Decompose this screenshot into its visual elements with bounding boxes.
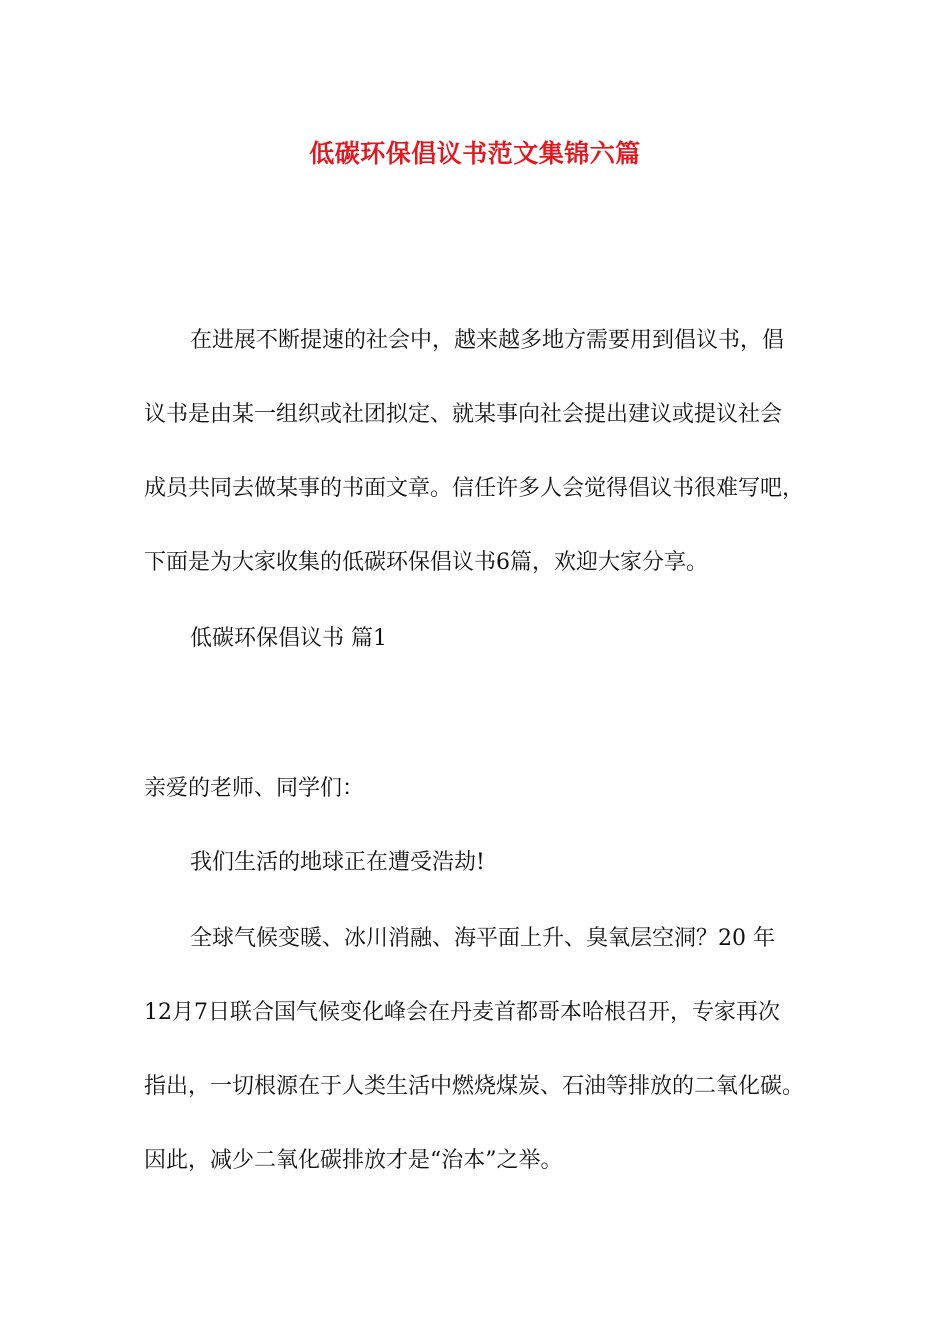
- exclaim-line: 我们生活的地球正在遭受浩劫!: [190, 850, 485, 875]
- body-line-2: 12月7日联合国气候变化峰会在丹麦首都哥本哈根召开，专家再次: [144, 1000, 780, 1025]
- body-line-1: 全球气候变暖、冰川消融、海平面上升、臭氧层空洞？20 年: [190, 926, 775, 951]
- section-heading: 低碳环保倡议书 篇1: [190, 626, 387, 651]
- body-line-3: 指出，一切根源在于人类生活中燃烧煤炭、石油等排放的二氧化碳。: [144, 1074, 805, 1099]
- body-line-4: 因此，减少二氧化碳排放才是“治本”之举。: [144, 1148, 563, 1173]
- salutation: 亲爱的老师、同学们：: [144, 776, 365, 801]
- intro-line-1: 在进展不断提速的社会中，越来越多地方需要用到倡议书，倡: [190, 328, 785, 353]
- document-title: 低碳环保倡议书范文集锦六篇: [309, 139, 641, 168]
- intro-line-3: 成员共同去做某事的书面文章。信任许多人会觉得倡议书很难写吧，: [144, 476, 805, 501]
- intro-line-4: 下面是为大家收集的低碳环保倡议书6篇，欢迎大家分享。: [144, 550, 708, 575]
- intro-line-2: 议书是由某一组织或社团拟定、就某事向社会提出建议或提议社会: [144, 402, 783, 427]
